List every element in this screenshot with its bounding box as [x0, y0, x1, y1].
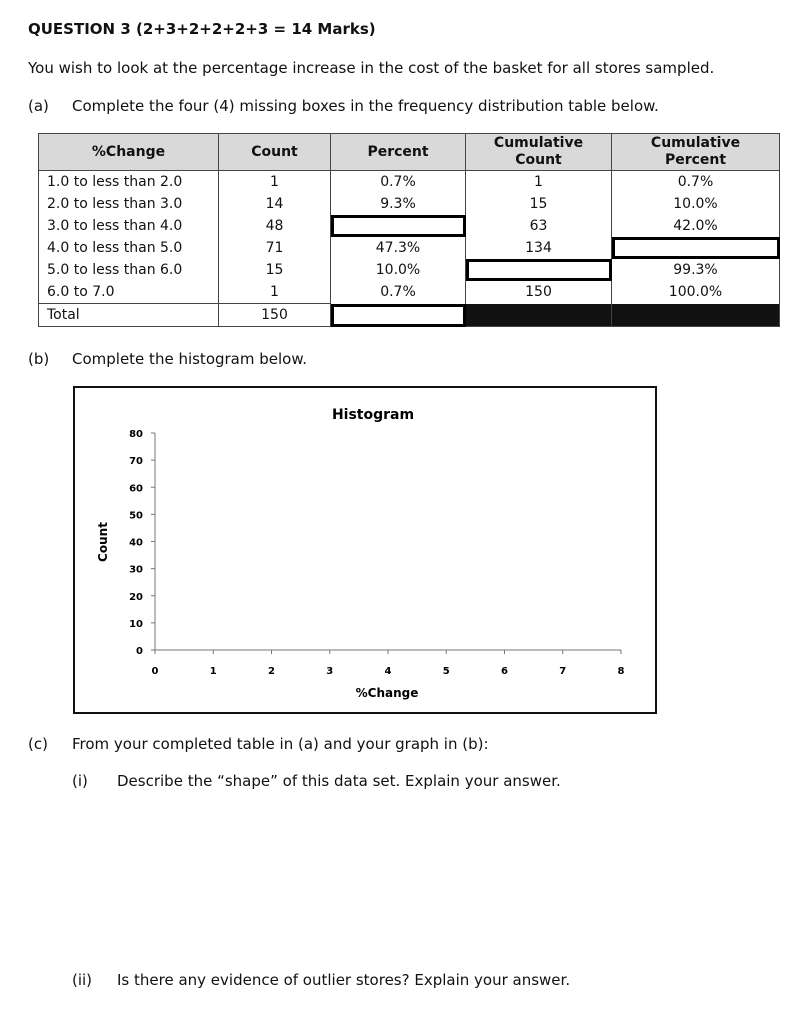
cell-cum-count: 15 — [466, 193, 612, 215]
cell-change: 6.0 to 7.0 — [39, 281, 219, 304]
x-tick-label: 3 — [326, 666, 334, 677]
y-tick-label: 80 — [129, 429, 143, 440]
cell-cum-percent: 99.3% — [612, 259, 780, 281]
table-row — [39, 237, 780, 259]
cell-cum-percent: 100.0% — [612, 281, 780, 304]
cell-cum-count: 134 — [466, 237, 612, 259]
cell-change: 1.0 to less than 2.0 — [39, 171, 219, 194]
x-tick-label: 4 — [384, 666, 392, 677]
table-header-row — [39, 134, 780, 171]
missing-total-percent-box[interactable] — [331, 304, 466, 327]
y-tick-label: 60 — [129, 483, 143, 495]
cell-count: 15 — [219, 259, 331, 281]
cell-change: 3.0 to less than 4.0 — [39, 215, 219, 237]
cell-cum-count: 1 — [466, 171, 612, 194]
y-tick-group — [129, 429, 155, 657]
frequency-table — [38, 133, 780, 327]
cell-count: 14 — [219, 193, 331, 215]
header-count: Count — [219, 134, 331, 171]
cell-count: 1 — [219, 281, 331, 304]
y-tick-label: 40 — [129, 537, 143, 549]
y-tick-label: 30 — [129, 564, 143, 576]
histogram-chart — [73, 386, 657, 714]
x-tick-label: 0 — [151, 666, 159, 677]
x-tick-label: 5 — [442, 666, 450, 677]
header-cum-count — [466, 134, 612, 171]
header-change: %Change — [39, 134, 219, 171]
blacked-out-cell — [612, 304, 780, 327]
part-c-i-text: Describe the “shape” of this data set. Explain your answer. — [117, 772, 561, 790]
part-c-label: (c) — [28, 735, 48, 753]
cell-total-label: Total — [39, 304, 219, 327]
x-tick-label: 7 — [559, 666, 567, 677]
table-row — [39, 259, 780, 281]
x-tick-label: 6 — [501, 666, 508, 677]
part-a-label: (a) — [28, 97, 49, 115]
cell-count: 48 — [219, 215, 331, 237]
cell-percent: 0.7% — [331, 281, 466, 304]
part-c-text: From your completed table in (a) and your graph in (b): — [72, 735, 489, 753]
y-axis-label: Count — [96, 522, 110, 562]
blacked-out-cell — [466, 304, 612, 327]
cell-percent: 0.7% — [331, 171, 466, 194]
cell-cum-percent: 0.7% — [612, 171, 780, 194]
y-tick-label: 50 — [129, 510, 143, 522]
cell-percent: 47.3% — [331, 237, 466, 259]
cell-count: 1 — [219, 171, 331, 194]
cell-percent: 9.3% — [331, 193, 466, 215]
x-tick-label: 1 — [209, 666, 217, 677]
missing-cum-count-box[interactable] — [466, 259, 612, 281]
cell-cum-count: 63 — [466, 215, 612, 237]
question-intro: You wish to look at the percentage increase in the cost of the basket for all stores sampled. — [28, 59, 715, 77]
x-axis-label: %Change — [355, 686, 419, 700]
table-total-row — [39, 304, 780, 327]
x-tick-label: 8 — [617, 666, 625, 677]
cell-cum-percent: 10.0% — [612, 193, 780, 215]
cell-change: 2.0 to less than 3.0 — [39, 193, 219, 215]
table-row — [39, 215, 780, 237]
cell-count: 71 — [219, 237, 331, 259]
part-b-label: (b) — [28, 350, 50, 368]
missing-cum-percent-box[interactable] — [612, 237, 780, 259]
part-b-text: Complete the histogram below. — [72, 350, 308, 368]
cell-total-count: 150 — [219, 304, 331, 327]
x-tick-label: 2 — [268, 666, 275, 677]
y-tick-label: 20 — [129, 591, 143, 603]
histogram-svg — [75, 388, 655, 712]
cell-percent: 10.0% — [331, 259, 466, 281]
table-row — [39, 193, 780, 215]
missing-percent-box[interactable] — [331, 215, 466, 237]
y-tick-label: 70 — [129, 456, 143, 468]
table-row — [39, 281, 780, 304]
part-c-ii-label: (ii) — [72, 971, 93, 989]
header-cum-percent — [612, 134, 780, 171]
header-percent: Percent — [331, 134, 466, 171]
cell-change: 5.0 to less than 6.0 — [39, 259, 219, 281]
cell-change: 4.0 to less than 5.0 — [39, 237, 219, 259]
chart-title: Histogram — [331, 407, 415, 423]
x-tick-group — [152, 650, 625, 677]
cell-cum-count: 150 — [466, 281, 612, 304]
header-cum-count-label: Cumulative Count — [493, 135, 584, 168]
question-title: QUESTION 3 (2+3+2+2+2+3 = 14 Marks) — [28, 20, 376, 38]
y-tick-label: 0 — [136, 646, 143, 657]
y-tick-label: 10 — [129, 618, 143, 630]
part-c-ii-text: Is there any evidence of outlier stores? Explain your answer. — [117, 971, 571, 989]
header-cum-percent-label: Cumulative Percent — [650, 135, 741, 168]
table-row — [39, 171, 780, 194]
part-a-text: Complete the four (4) missing boxes in the frequency distribution table below. — [72, 97, 659, 115]
part-c-i-label: (i) — [72, 772, 88, 790]
cell-cum-percent: 42.0% — [612, 215, 780, 237]
